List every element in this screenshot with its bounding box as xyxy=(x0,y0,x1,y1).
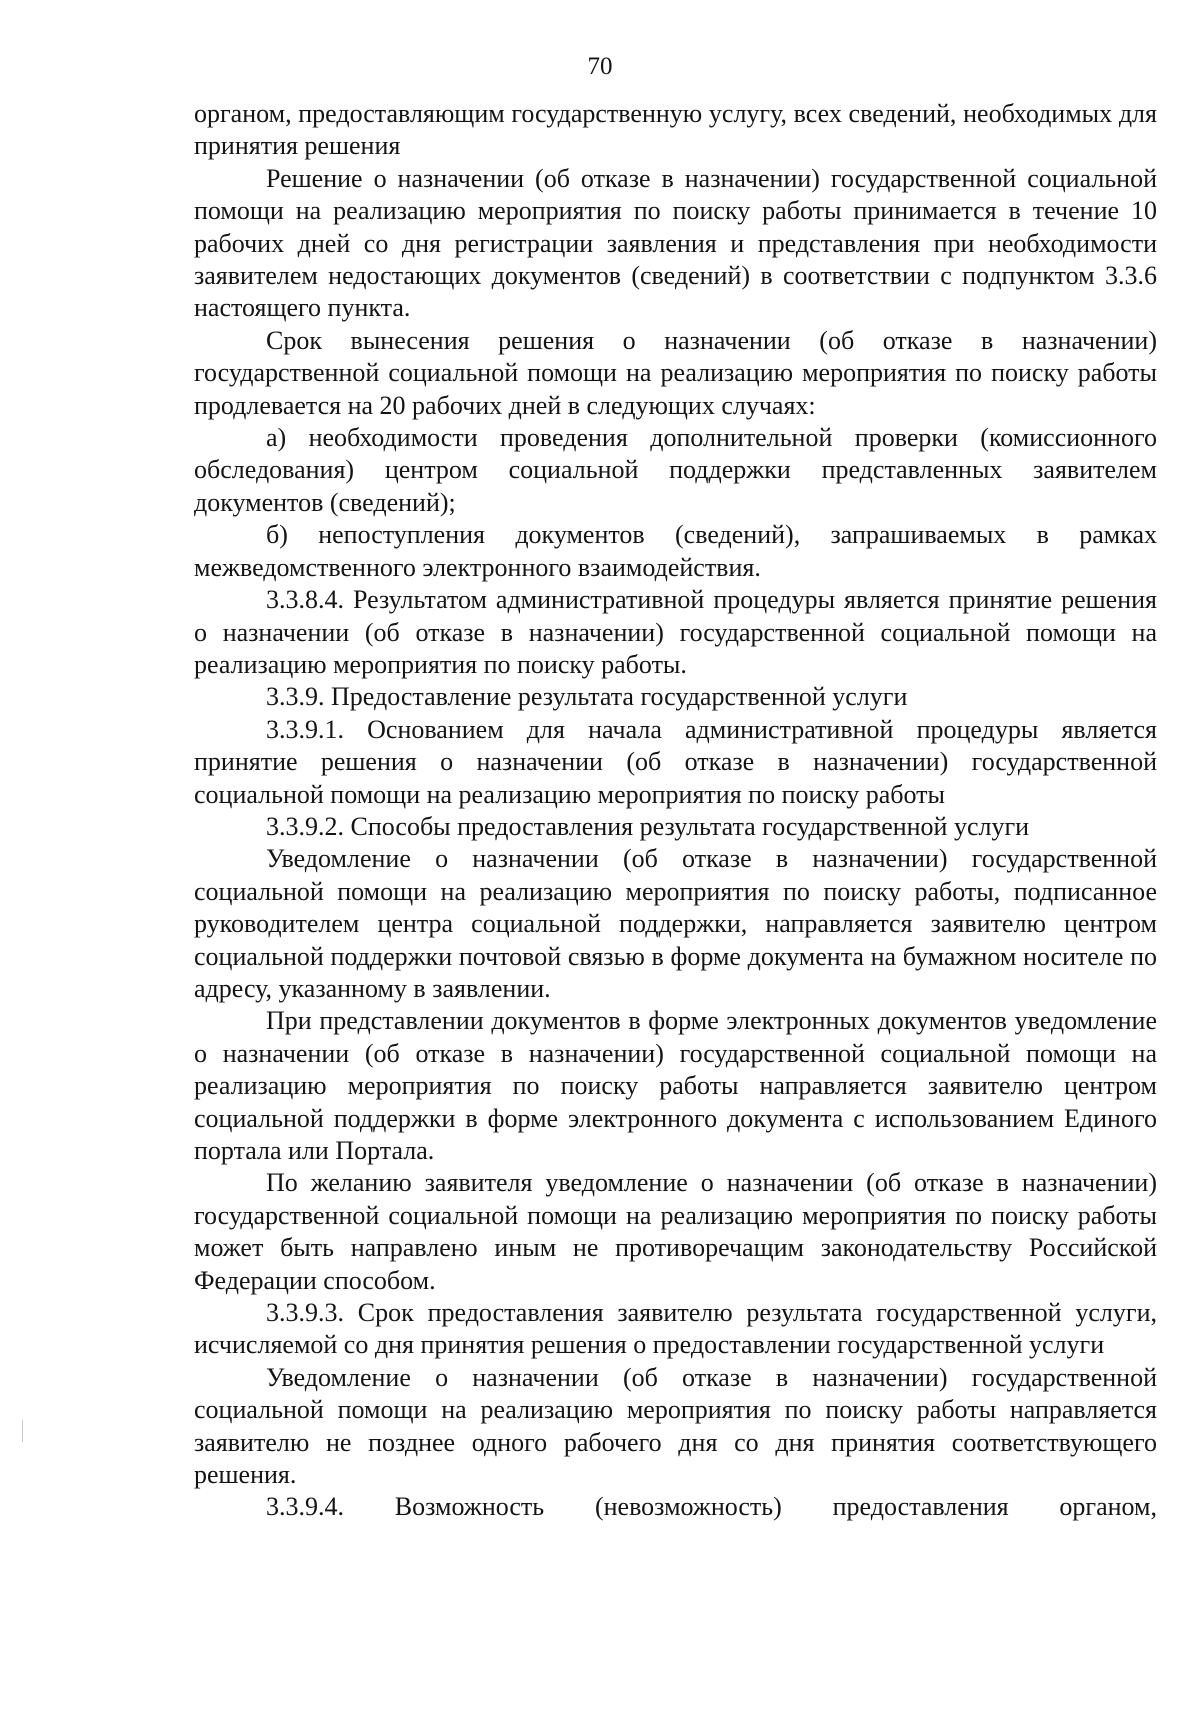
paragraph-term-extension: Срок вынесения решения о назначении (об отказе в назначении) государственной социальной помощи на реализацию мероприятия по поиску работы продлевается на 20 рабочих дней в следующих случаях: xyxy=(194,325,1157,420)
paragraph-case-b: б) непоступления документов (сведений), запрашиваемых в рамках межведомственного электронного взаимодействия. xyxy=(194,520,1157,582)
paragraph-continuation: органом, предоставляющим государственную услугу, всех сведений, необходимых для принятия решения xyxy=(194,99,1157,161)
paragraph-3-3-9-heading: 3.3.9. Предоставление результата государственной услуги xyxy=(266,682,908,712)
paragraph-3-3-9-4: 3.3.9.4. Возможность (невозможность) предоставления органом, xyxy=(266,1492,1157,1522)
paragraph-notice-deadline: Уведомление о назначении (об отказе в назначении) государственной социальной помощи на реализацию мероприятия по поиску работы направляется заявителю не позднее одного рабочего дня со дня принятия соответствующего решения. xyxy=(194,1362,1157,1490)
paragraph-3-3-9-1: 3.3.9.1. Основанием для начала административной процедуры является принятие решения о назначении (об отказе в назначении) государственной социальной помощи на реализацию мероприятия по поиску работы xyxy=(194,714,1157,809)
paragraph-3-3-8-4: 3.3.8.4. Результатом административной процедуры является принятие решения о назначении (об отказе в назначении) государственной социальной помощи на реализацию мероприятия по поиску работы. xyxy=(194,585,1157,679)
scan-artifact xyxy=(22,1420,23,1442)
paragraph-other-method: По желанию заявителя уведомление о назначении (об отказе в назначении) государственной социальной помощи на реализацию мероприятия по поиску работы может быть направлено иным не противоречащим законодательству Российской Федерации способом. xyxy=(194,1168,1157,1295)
paragraph-postal-notice: Уведомление о назначении (об отказе в назначении) государственной социальной помощи на реализацию мероприятия по поиску работы, подписанное руководителем центра социальной поддержки, направляется заявителю центром социальной поддержки почтовой связью в форме документа на бумажном носителе по адресу, указанному в заявлении. xyxy=(194,844,1157,1003)
paragraph-decision-term: Решение о назначении (об отказе в назначении) государственной социальной помощи на реализацию мероприятия по поиску работы принимается в течение 10 рабочих дней со дня регистрации заявления и представления при необходимости заявителем недостающих документов (сведений) в соответствии с подпунктом 3.3.6 настоящего пункта. xyxy=(194,163,1157,323)
paragraph-electronic-notice: При представлении документов в форме электронных документов уведомление о назначении (об отказе в назначении) государственной социальной помощи на реализацию мероприятия по поиску работы направляется заявителю центром социальной поддержки в форме электронного документа с использованием Единого портала или Портала. xyxy=(194,1006,1157,1165)
paragraph-case-a: а) необходимости проведения дополнительной проверки (комиссионного обследования) центром социальной поддержки представленных заявителем документов (сведений); xyxy=(194,423,1157,517)
document-body xyxy=(194,98,1157,1524)
paragraph-3-3-9-2-heading: 3.3.9.2. Способы предоставления результата государственной услуги xyxy=(266,811,1030,841)
paragraph-3-3-9-3-heading: 3.3.9.3. Срок предоставления заявителю результата государственной услуги, исчисляемой со дня принятия решения о предоставлении государственной услуги xyxy=(194,1298,1157,1360)
page-number: 70 xyxy=(587,53,613,80)
